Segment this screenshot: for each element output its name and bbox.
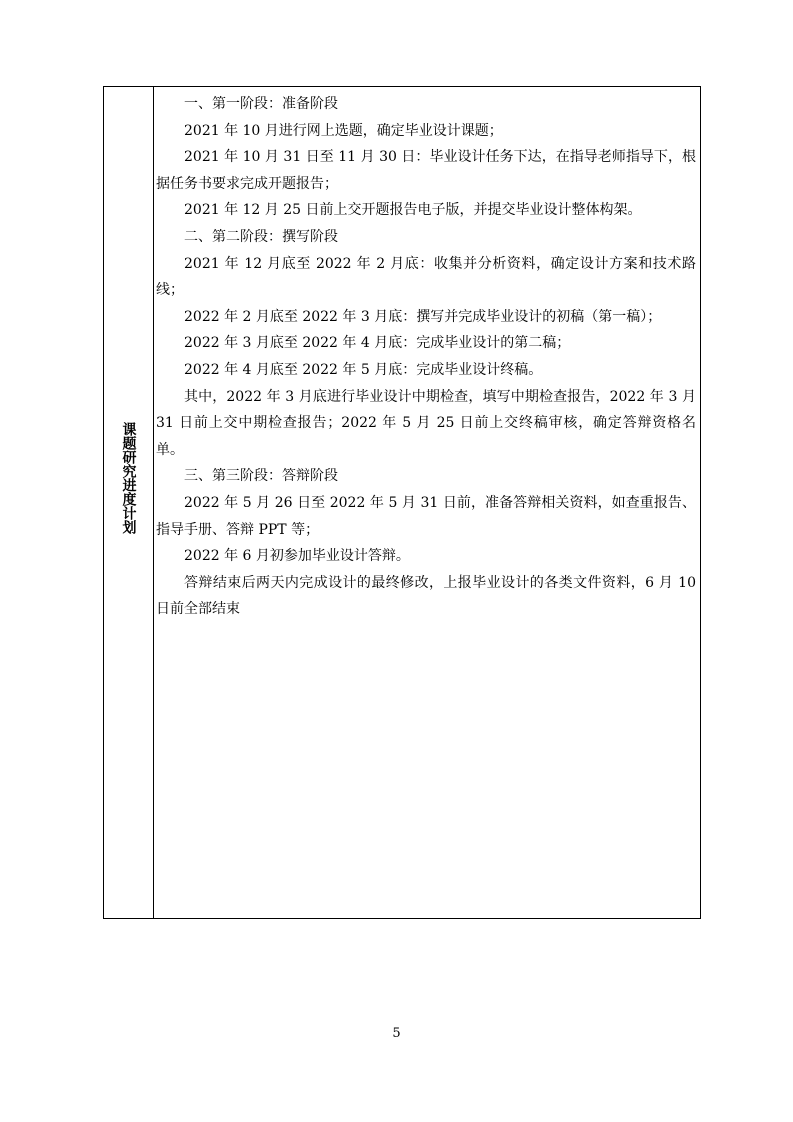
plan-paragraph: 2022 年 5 月 26 日至 2022 年 5 月 31 日前，准备答辩相关资料，如查重报告、指导手册、答辩 PPT 等； xyxy=(156,494,696,538)
page-number: 5 xyxy=(392,1026,401,1041)
plan-paragraph: 2021 年 12 月 25 日前上交开题报告电子版，并提交毕业设计整体构架。 xyxy=(184,202,642,219)
plan-paragraph: 2022 年 4 月底至 2022 年 5 月底：完成毕业设计终稿。 xyxy=(184,361,543,378)
progress-plan-table xyxy=(103,86,701,919)
plan-paragraph: 2022 年 2 月底至 2022 年 3 月底：撰写并完成毕业设计的初稿（第一稿）； xyxy=(184,308,662,325)
plan-paragraph: 三、第三阶段：答辩阶段 xyxy=(184,468,338,485)
plan-paragraph: 一、第一阶段：准备阶段 xyxy=(184,96,338,112)
plan-paragraph: 2022 年 3 月底至 2022 年 4 月底：完成毕业设计的第二稿； xyxy=(184,335,571,352)
row-label-cell xyxy=(104,87,154,918)
plan-paragraph: 2021 年 10 月 31 日至 11 月 30 日：毕业设计任务下达，在指导老师指导下，根据任务书要求完成开题报告； xyxy=(156,149,696,192)
plan-paragraph: 其中，2022 年 3 月底进行毕业设计中期检查，填写中期检查报告，2022 年 3 月 31 日前上交中期检查报告；2022 年 5 月 25 日前上交终稿审核，确定答辩资格名单。 xyxy=(156,388,696,458)
plan-paragraph: 2021 年 10 月进行网上选题，确定毕业设计课题； xyxy=(184,122,503,139)
plan-paragraph: 二、第二阶段：撰写阶段 xyxy=(184,228,338,245)
plan-paragraph: 2021 年 12 月底至 2022 年 2 月底：收集并分析资料，确定设计方案和技术路线； xyxy=(156,255,696,299)
row-label: 课题研究进度计划 xyxy=(120,421,137,534)
plan-paragraph: 2022 年 6 月初参加毕业设计答辩。 xyxy=(184,548,410,565)
plan-paragraph: 答辩结束后两天内完成设计的最终修改，上报毕业设计的各类文件资料，6 月 10 日前全部结束 xyxy=(156,574,696,618)
plan-content-cell xyxy=(156,91,696,623)
